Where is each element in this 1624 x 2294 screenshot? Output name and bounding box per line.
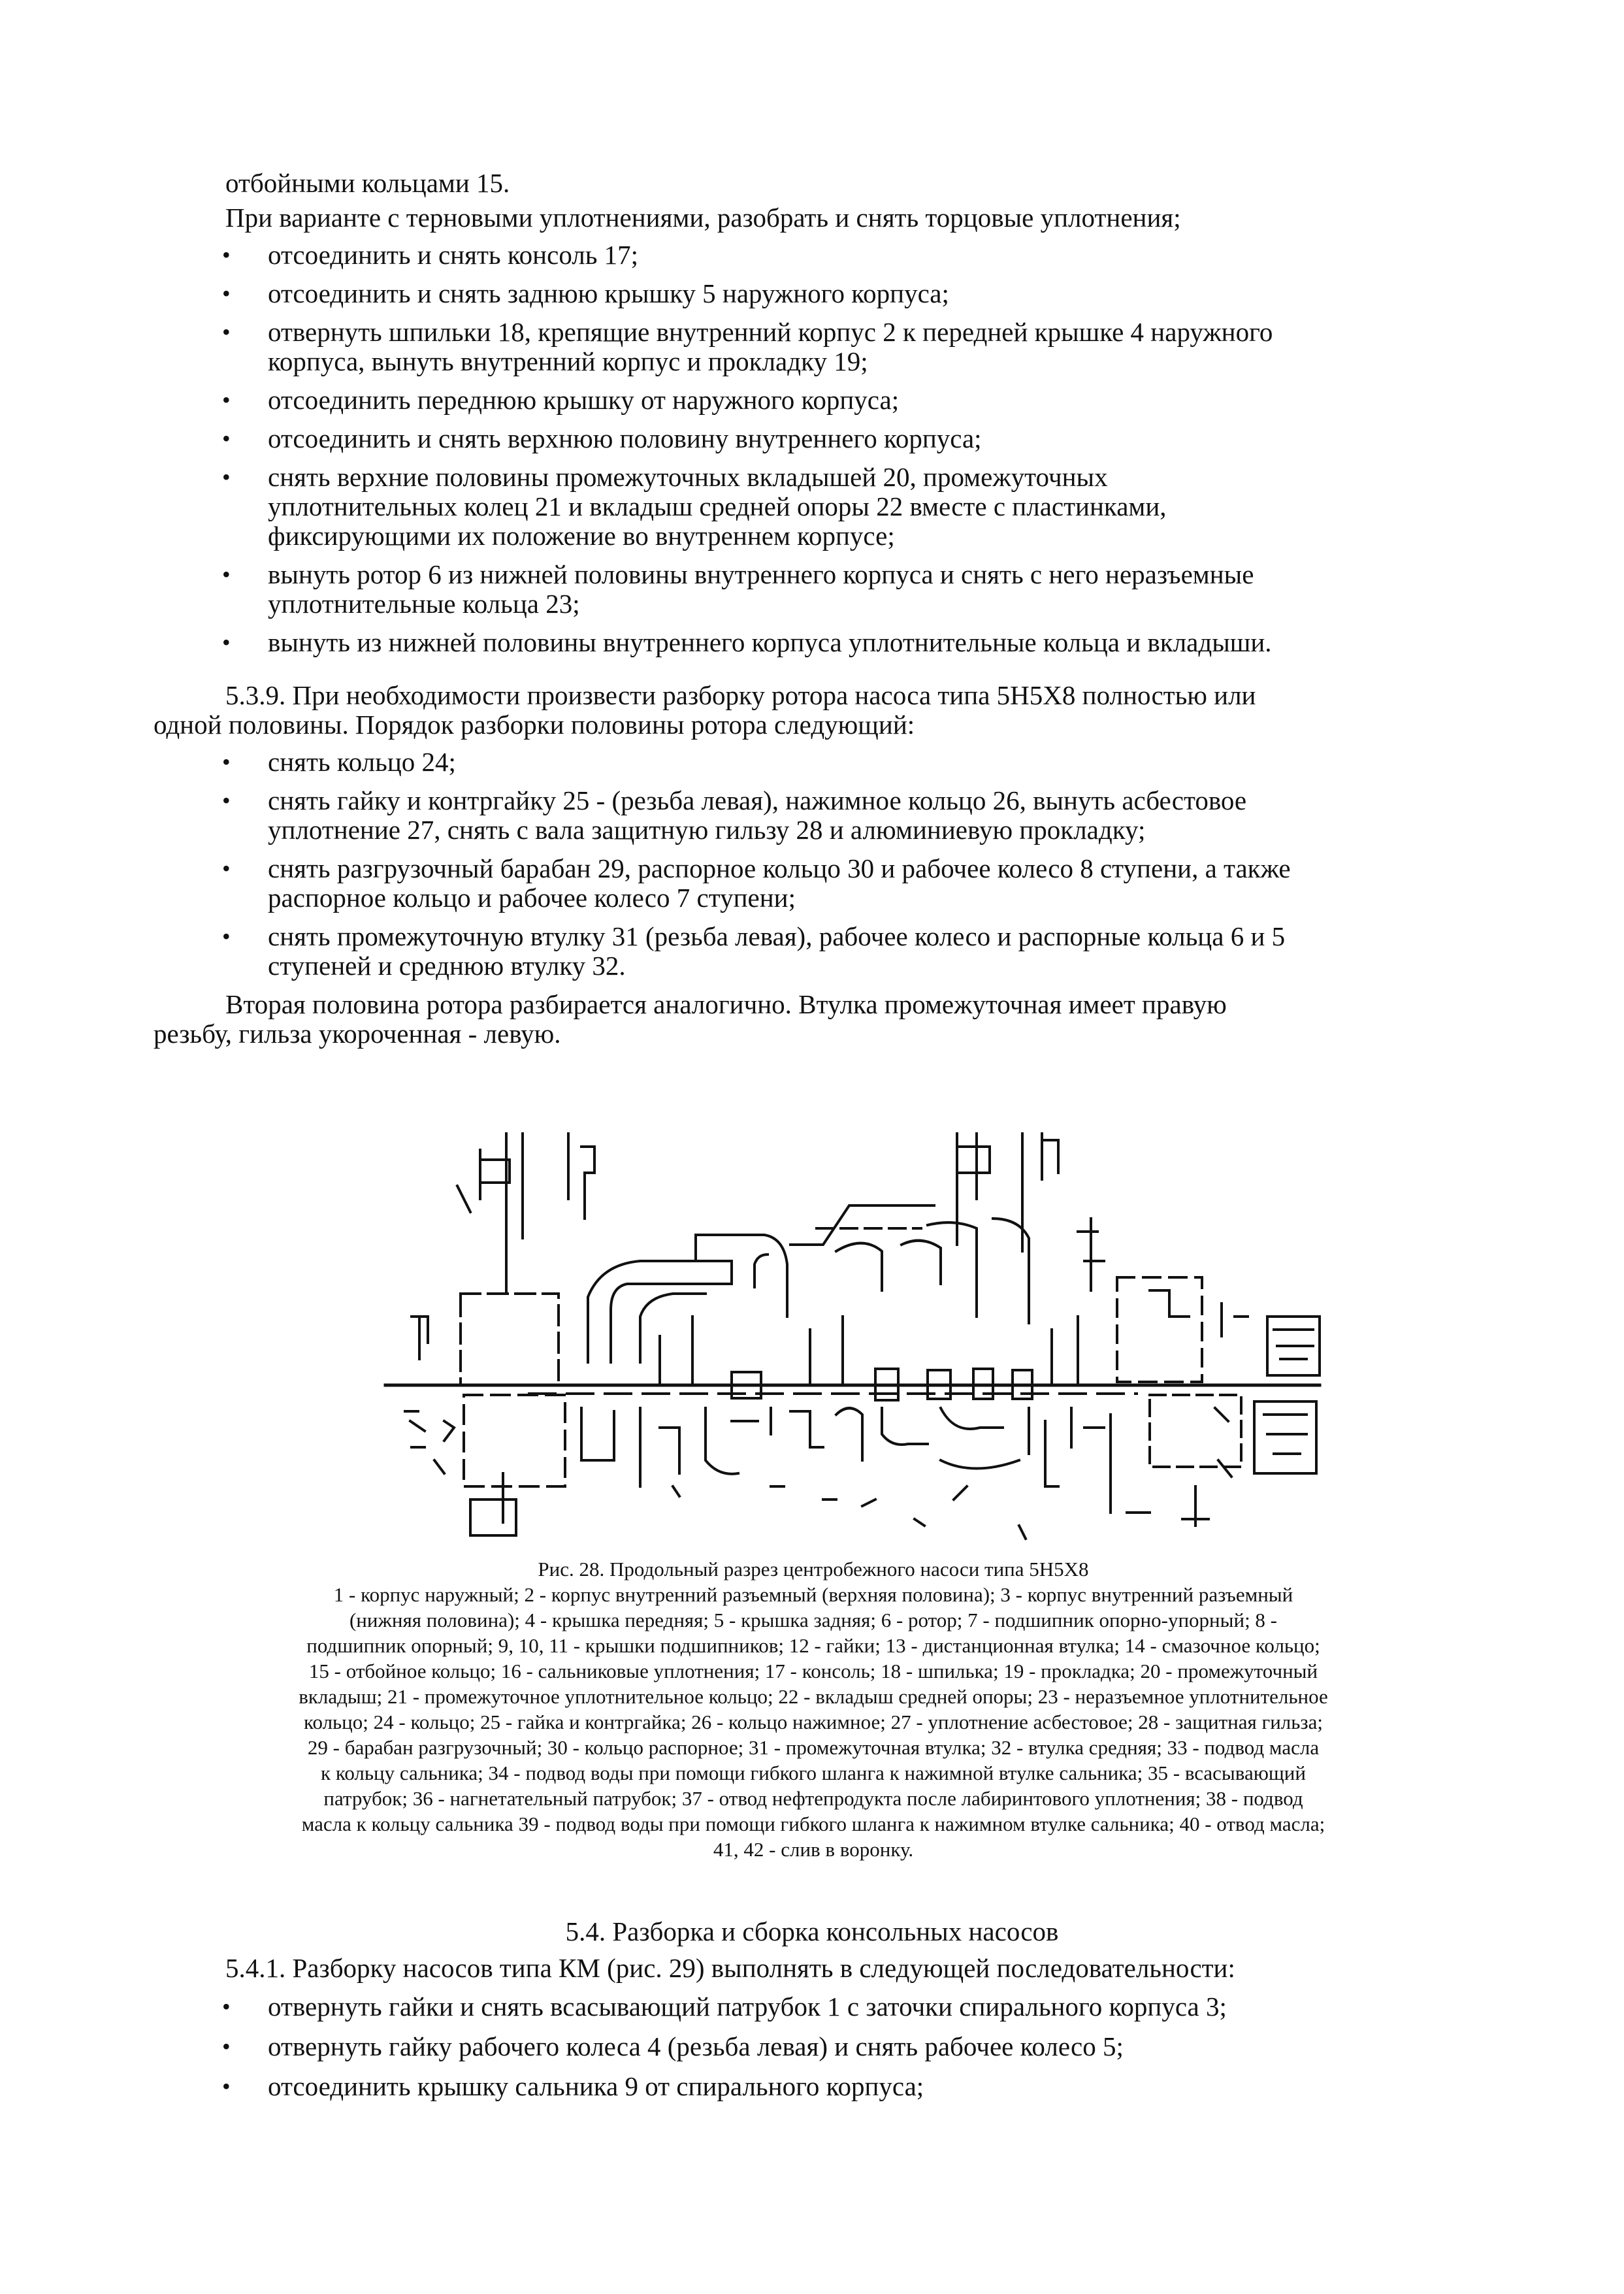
bullet-icon: •: [222, 787, 231, 813]
list-item: [154, 318, 1473, 376]
bullet-icon: •: [222, 387, 231, 413]
list-item: [154, 424, 1473, 453]
bullet-icon: •: [222, 2033, 231, 2059]
figure-caption: [196, 1556, 1431, 1862]
caption-line: (нижняя половина); 4 - крышка передняя; 5 - крышка задняя; 6 - ротор; 7 - подшипник опорно-упорный; 8 -: [349, 1609, 1278, 1631]
list-item-line: отсоединить и снять заднюю крышку 5 наружного корпуса;: [268, 278, 949, 308]
list-item: [154, 1992, 1473, 2022]
section-539-line1: 5.3.9. При необходимости произвести разборку ротора насоса типа 5Н5Х8 полностью или: [225, 680, 1256, 710]
section-539-line2: одной половины. Порядок разборки половины ротора следующий:: [154, 710, 915, 740]
bullet-icon: •: [222, 1993, 231, 2020]
caption-line: патрубок; 36 - нагнетательный патрубок; 37 - отвод нефтепродукта после лабиринтового уплотнения; 38 - подвод: [323, 1787, 1303, 1810]
figure-legend: [196, 1582, 1431, 1862]
continuation-line: отбойными кольцами 15.: [225, 168, 510, 198]
list-item-line: вынуть из нижней половины внутреннего корпуса уплотнительные кольца и вкладыши.: [268, 627, 1272, 657]
list-item: [154, 560, 1473, 619]
list-item-line: уплотнительных колец 21 и вкладыш средней опоры 22 вместе с пластинками,: [268, 491, 1167, 521]
caption-line: 1 - корпус наружный; 2 - корпус внутренний разъемный (верхняя половина); 3 - корпус внутренний разъемный: [333, 1583, 1293, 1606]
bullet-icon: •: [222, 464, 231, 490]
bullet-icon: •: [222, 319, 231, 345]
list-item-line: вынуть ротор 6 из нижней половины внутреннего корпуса и снять с него неразъемные: [268, 559, 1254, 589]
section-539-after1: Вторая половина ротора разбирается аналогично. Втулка промежуточная имеет правую: [225, 989, 1227, 1019]
caption-line: к кольцу сальника; 34 - подвод воды при помощи гибкого шланга к нажимной втулке сальника; 35 - всасывающий: [321, 1761, 1306, 1784]
bullet-icon: •: [222, 629, 231, 655]
list-item: [154, 463, 1473, 551]
caption-line: 41, 42 - слив в воронку.: [713, 1838, 914, 1861]
bullet-icon: •: [222, 242, 231, 268]
rotor-steps-list: [154, 747, 1473, 981]
list-item-line: отсоединить и снять верхнюю половину внутреннего корпуса;: [268, 423, 982, 453]
list-item: [154, 2072, 1473, 2101]
list-item-line: корпуса, вынуть внутренний корпус и прокладку 19;: [268, 346, 868, 376]
list-item-line: отвернуть гайку рабочего колеса 4 (резьба левая) и снять рабочее колесо 5;: [268, 2031, 1124, 2061]
section-54-block: [154, 1954, 1473, 2112]
list-item: [154, 854, 1473, 913]
figure-caption-title: Рис. 28. Продольный разрез центробежного насоси типа 5Н5Х8: [538, 1558, 1089, 1581]
km-steps-list: [154, 1992, 1473, 2101]
list-item-line: фиксирующими их положение во внутреннем корпусе;: [268, 521, 895, 551]
bullet-icon: •: [222, 855, 231, 881]
list-item-line: отвернуть гайки и снять всасывающий патрубок 1 с заточки спирального корпуса 3;: [268, 1991, 1227, 2022]
seal-variant-intro: При варианте с терновыми уплотнениями, разобрать и снять торцовые уплотнения;: [225, 203, 1181, 233]
list-item-line: снять кольцо 24;: [268, 747, 456, 777]
list-item: [154, 786, 1473, 845]
top-steps-list: [154, 240, 1473, 657]
list-item: [154, 628, 1473, 657]
list-item-line: отсоединить переднюю крышку от наружного корпуса;: [268, 385, 900, 415]
bullet-icon: •: [222, 561, 231, 587]
list-item-line: снять гайку и контргайку 25 - (резьба левая), нажимное кольцо 26, вынуть асбестовое: [268, 785, 1247, 815]
list-item: [154, 922, 1473, 981]
list-item-line: снять верхние половины промежуточных вкладышей 20, промежуточных: [268, 462, 1108, 492]
list-item: [154, 747, 1473, 777]
bullet-icon: •: [222, 2073, 231, 2099]
caption-line: подшипник опорный; 9, 10, 11 - крышки подшипников; 12 - гайки; 13 - дистанционная втулка; 14 - смазочное кольцо;: [306, 1634, 1320, 1657]
section-54-intro: 5.4.1. Разборку насосов типа КМ (рис. 29) выполнять в следующей последовательности:: [225, 1953, 1235, 1983]
pump-section-drawing: [366, 1121, 1346, 1548]
list-item: [154, 2032, 1473, 2061]
list-item-line: ступеней и среднюю втулку 32.: [268, 951, 626, 981]
bullet-icon: •: [222, 749, 231, 775]
caption-line: кольцо; 24 - кольцо; 25 - гайка и контргайка; 26 - кольцо нажимное; 27 - уплотнение асбестовое; 28 - защитная гильза;: [303, 1711, 1324, 1733]
list-item-line: уплотнительные кольца 23;: [268, 589, 580, 619]
section-539-block: [154, 681, 1473, 1049]
bullet-icon: •: [222, 425, 231, 451]
caption-line: 15 - отбойное кольцо; 16 - сальниковые уплотнения; 17 - консоль; 18 - шпилька; 19 - прокладка; 20 - промежуточный: [308, 1660, 1318, 1682]
bullet-icon: •: [222, 280, 231, 306]
top-text-block: [154, 169, 1473, 666]
bullet-icon: •: [222, 923, 231, 949]
list-item-line: отвернуть шпильки 18, крепящие внутренний корпус 2 к передней крышке 4 наружного: [268, 317, 1273, 347]
list-item: [154, 240, 1473, 270]
caption-line: масла к кольцу сальника 39 - подвод воды при помощи гибкого шланга к нажимном втулке сальника; 40 - отвод масла;: [301, 1812, 1325, 1835]
caption-line: 29 - барабан разгрузочный; 30 - кольцо распорное; 31 - промежуточная втулка; 32 - втулка средняя; 33 - подвод масла: [307, 1736, 1320, 1759]
section-539-after2: резьбу, гильза укороченная - левую.: [154, 1019, 561, 1049]
list-item: [154, 279, 1473, 308]
list-item: [154, 385, 1473, 415]
list-item-line: отсоединить крышку сальника 9 от спирального корпуса;: [268, 2071, 924, 2101]
section-54-title: 5.4. Разборка и сборка консольных насосов: [565, 1916, 1059, 1946]
list-item-line: распорное кольцо и рабочее колесо 7 ступени;: [268, 883, 796, 913]
list-item-line: снять промежуточную втулку 31 (резьба левая), рабочее колесо и распорные кольца 6 и 5: [268, 921, 1286, 951]
caption-line: вкладыш; 21 - промежуточное уплотнительное кольцо; 22 - вкладыш средней опоры; 23 - неразъемное уплотнительное: [299, 1685, 1328, 1708]
list-item-line: снять разгрузочный барабан 29, распорное кольцо 30 и рабочее колесо 8 ступени, а также: [268, 853, 1291, 883]
list-item-line: уплотнение 27, снять с вала защитную гильзу 28 и алюминиевую прокладку;: [268, 815, 1146, 845]
list-item-line: отсоединить и снять консоль 17;: [268, 240, 639, 270]
